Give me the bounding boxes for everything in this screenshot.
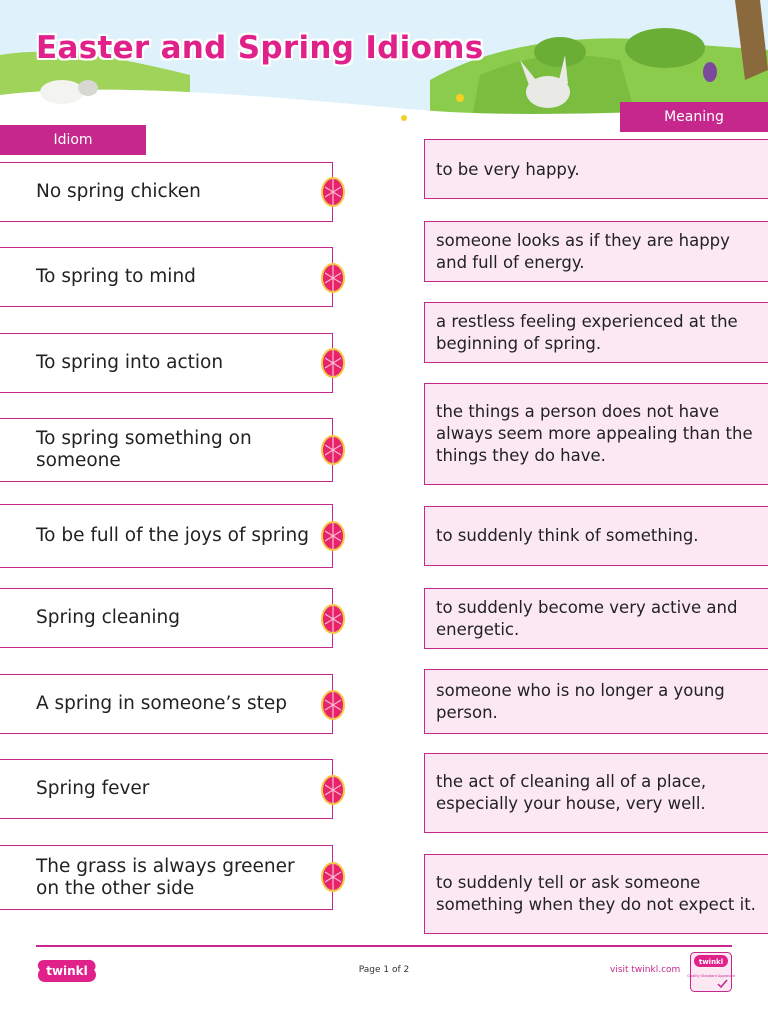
idiom-card: To spring to mind — [0, 247, 333, 307]
page-number: Page 1 of 2 — [358, 965, 410, 975]
idiom-card: A spring in someone’s step — [0, 674, 333, 734]
page-title: Easter and Spring Idioms — [36, 30, 484, 66]
easter-egg-icon — [320, 347, 346, 379]
easter-egg-icon — [320, 434, 346, 466]
meaning-column-header: Meaning — [620, 102, 768, 132]
meaning-card: to suddenly become very active and energetic. — [424, 588, 768, 649]
visit-link[interactable]: visit twinkl.com — [610, 965, 681, 975]
easter-egg-icon — [320, 689, 346, 721]
easter-egg-icon — [320, 861, 346, 893]
idiom-card: Spring fever — [0, 759, 333, 819]
idiom-card: To spring into action — [0, 333, 333, 393]
meaning-card: someone who is no longer a young person. — [424, 669, 768, 734]
meaning-card: to suddenly think of something. — [424, 506, 768, 566]
meaning-card: someone looks as if they are happy and full of energy. — [424, 221, 768, 282]
footer-divider — [36, 945, 732, 947]
meaning-card: to suddenly tell or ask someone something when they do not expect it. — [424, 854, 768, 934]
easter-egg-icon — [320, 603, 346, 635]
idiom-card: To spring something on someone — [0, 418, 333, 482]
quality-badge-icon — [687, 952, 735, 992]
easter-egg-icon — [320, 774, 346, 806]
idiom-card: The grass is always greener on the other side — [0, 845, 333, 910]
idiom-card: To be full of the joys of spring — [0, 504, 333, 568]
badge-logo-text: twinkl — [698, 958, 724, 966]
meaning-card: the things a person does not have always seem more appealing than the things they do have. — [424, 383, 768, 485]
easter-egg-icon — [320, 262, 346, 294]
idiom-column-header: Idiom — [0, 125, 146, 155]
easter-egg-icon — [320, 520, 346, 552]
meaning-card: the act of cleaning all of a place, especially your house, very well. — [424, 753, 768, 833]
meaning-card: a restless feeling experienced at the beginning of spring. — [424, 302, 768, 363]
idiom-card: No spring chicken — [0, 162, 333, 222]
meaning-card: to be very happy. — [424, 139, 768, 199]
idiom-card: Spring cleaning — [0, 588, 333, 648]
logo-text: twinkl — [46, 964, 88, 978]
badge-caption: Quality Standard Approved — [687, 974, 735, 978]
easter-egg-icon — [320, 176, 346, 208]
